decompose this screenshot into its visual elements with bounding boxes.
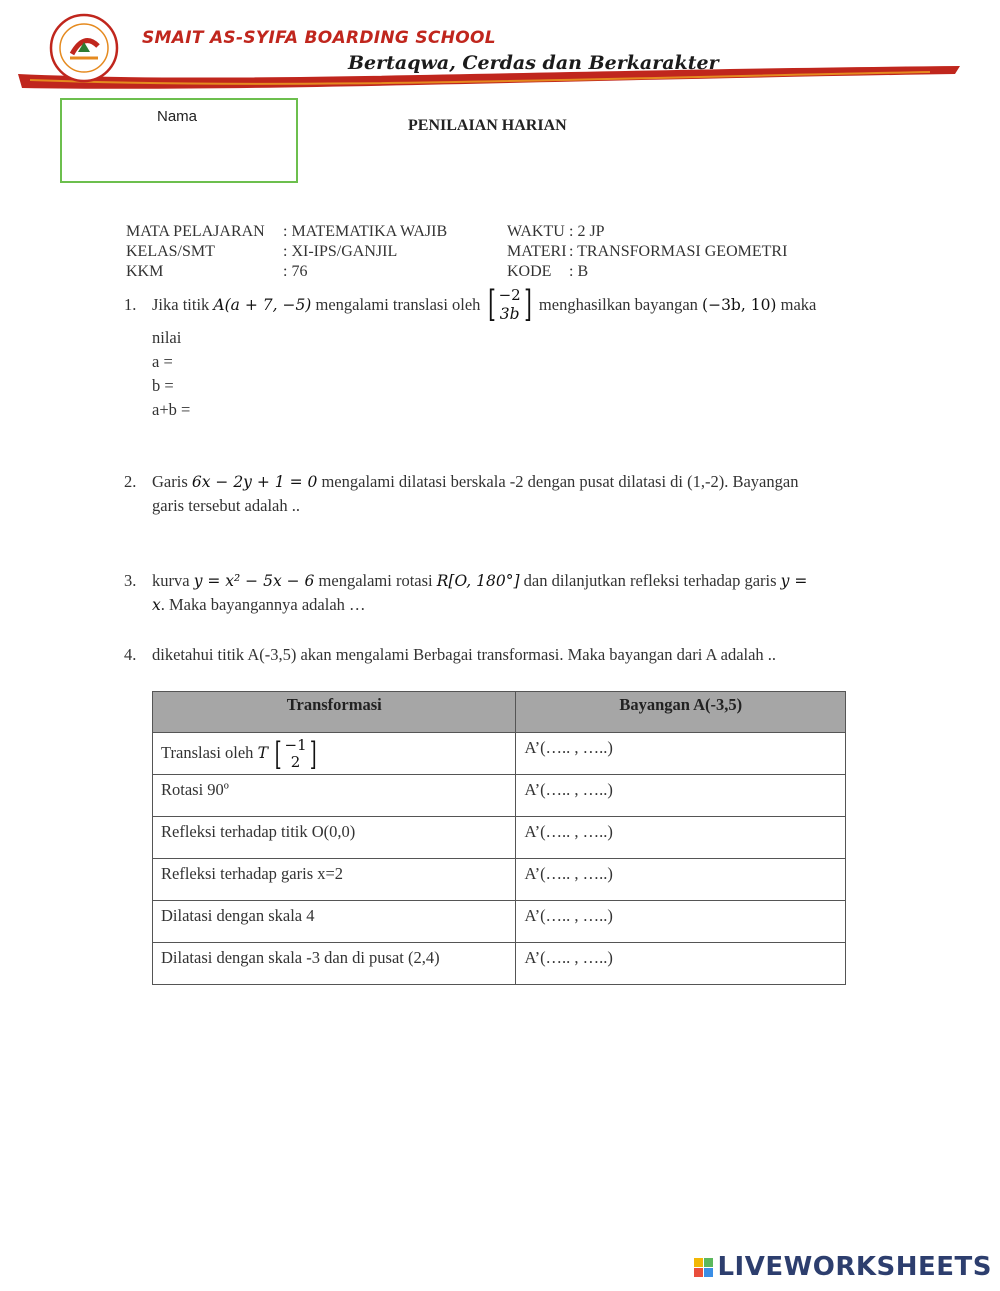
answer-cell[interactable]: A’(….. , …..): [516, 859, 846, 901]
row-label: Dilatasi dengan skala 4: [153, 901, 516, 943]
q3-curve-equation: y = x² − 5x − 6: [193, 572, 315, 590]
table-row: [153, 775, 846, 817]
vector-bottom: 2: [290, 752, 301, 771]
info-label: KELAS/SMT: [126, 243, 215, 260]
q1-point-expr: A(a + 7, −5): [213, 296, 312, 314]
question-number: 2.: [124, 472, 137, 491]
table-row: [153, 733, 846, 775]
table-row: [153, 817, 846, 859]
answer-line-a[interactable]: a =: [152, 352, 173, 371]
answer-cell[interactable]: A’(….. , …..): [516, 775, 846, 817]
school-name: SMAIT AS-SYIFA BOARDING SCHOOL: [142, 28, 496, 48]
table-row: [153, 901, 846, 943]
info-label: KKM: [126, 263, 164, 280]
q3-text: dan dilanjutkan refleksi terhadap garis: [523, 571, 777, 590]
question-1: [124, 284, 884, 422]
q2-text: Garis: [152, 472, 188, 491]
q4-text: diketahui titik A(-3,5) akan mengalami Berbagai transformasi. Maka bayangan dari A adalah ..: [152, 645, 777, 664]
answer-cell[interactable]: A’(….. , …..): [516, 817, 846, 859]
info-value: : 2 JP: [569, 223, 605, 240]
question-4: [124, 643, 884, 667]
translation-symbol: T: [257, 743, 268, 762]
info-value: : B: [569, 263, 589, 280]
row-label: Rotasi 90º: [153, 775, 516, 817]
row-label: Translasi oleh: [161, 742, 254, 762]
table-row: [153, 859, 846, 901]
info-value: : TRANSFORMASI GEOMETRI: [569, 243, 788, 260]
q1-text: maka: [780, 295, 817, 314]
answer-cell[interactable]: A’(….. , …..): [516, 943, 846, 985]
header-banner: [0, 0, 1000, 100]
q3-rotation: R[O, 180°]: [436, 572, 520, 590]
vector-top: −2: [498, 286, 521, 304]
table-header: Transformasi: [153, 692, 516, 733]
info-value: : 76: [283, 263, 308, 280]
school-motto: Bertaqwa, Cerdas dan Berkarakter: [348, 52, 719, 74]
q3-text: kurva: [152, 571, 190, 590]
q1-text: mengalami translasi oleh: [315, 295, 481, 314]
row-label: Refleksi terhadap titik O(0,0): [153, 817, 516, 859]
liveworksheets-logo-icon: [694, 1258, 713, 1277]
q1-text: Jika titik: [152, 295, 210, 314]
q1-text: menghasilkan bayangan: [538, 295, 698, 314]
vector-top: −1: [284, 735, 307, 754]
q2-line-equation: 6x − 2y + 1 = 0: [191, 473, 318, 491]
liveworksheets-watermark: [694, 1252, 992, 1282]
q3-line-y: y =: [780, 572, 808, 590]
watermark-text: LIVEWORKSHEETS: [717, 1252, 992, 1282]
q3-line-x: x: [152, 596, 161, 614]
q3-text: . Maka bayangannya adalah …: [160, 595, 366, 614]
page-title: PENILAIAN HARIAN: [408, 117, 567, 134]
info-label: MATERI: [507, 243, 567, 260]
row-label: Dilatasi dengan skala -3 dan di pusat (2,4): [153, 943, 516, 985]
table-row: [153, 943, 846, 985]
school-logo-icon: [48, 12, 120, 84]
info-label: WAKTU: [507, 223, 565, 240]
info-value: : XI-IPS/GANJIL: [283, 243, 398, 260]
info-right: [507, 222, 787, 282]
q2-text: garis tersebut adalah ..: [152, 496, 300, 515]
answer-line-b[interactable]: b =: [152, 376, 174, 395]
question-number: 1.: [124, 295, 137, 314]
row-label: Refleksi terhadap garis x=2: [153, 859, 516, 901]
table-cell: [153, 733, 516, 775]
q2-text: mengalami dilatasi berskala -2 dengan pusat dilatasi di (1,-2). Bayangan: [321, 472, 799, 491]
table-header-row: [153, 692, 846, 733]
question-2: [124, 470, 884, 518]
info-value: : MATEMATIKA WAJIB: [283, 223, 448, 240]
name-label: Nama: [157, 108, 198, 125]
transformation-table: [152, 691, 846, 985]
table-header: Bayangan A(-3,5): [516, 692, 846, 733]
question-3: [124, 569, 884, 617]
answer-line-a-plus-b[interactable]: a+b =: [152, 400, 191, 419]
question-number: 4.: [124, 645, 137, 664]
q1-translation-vector: [ −2 3b ]: [487, 284, 532, 325]
header-swoosh: [0, 0, 1000, 100]
info-label: KODE: [507, 263, 552, 280]
answer-cell[interactable]: A’(….. , …..): [516, 901, 846, 943]
info-label: MATA PELAJARAN: [126, 223, 265, 240]
q3-text: mengalami rotasi: [318, 571, 433, 590]
vector-bottom: 3b: [499, 305, 520, 323]
question-number: 3.: [124, 571, 137, 590]
info-left: [126, 222, 447, 282]
q1-text: nilai: [152, 328, 182, 347]
q1-image-expr: (−3b, 10): [702, 296, 777, 314]
table-translation-vector: [ −1 2 ]: [274, 734, 317, 773]
answer-cell[interactable]: A’(….. , …..): [516, 733, 846, 775]
